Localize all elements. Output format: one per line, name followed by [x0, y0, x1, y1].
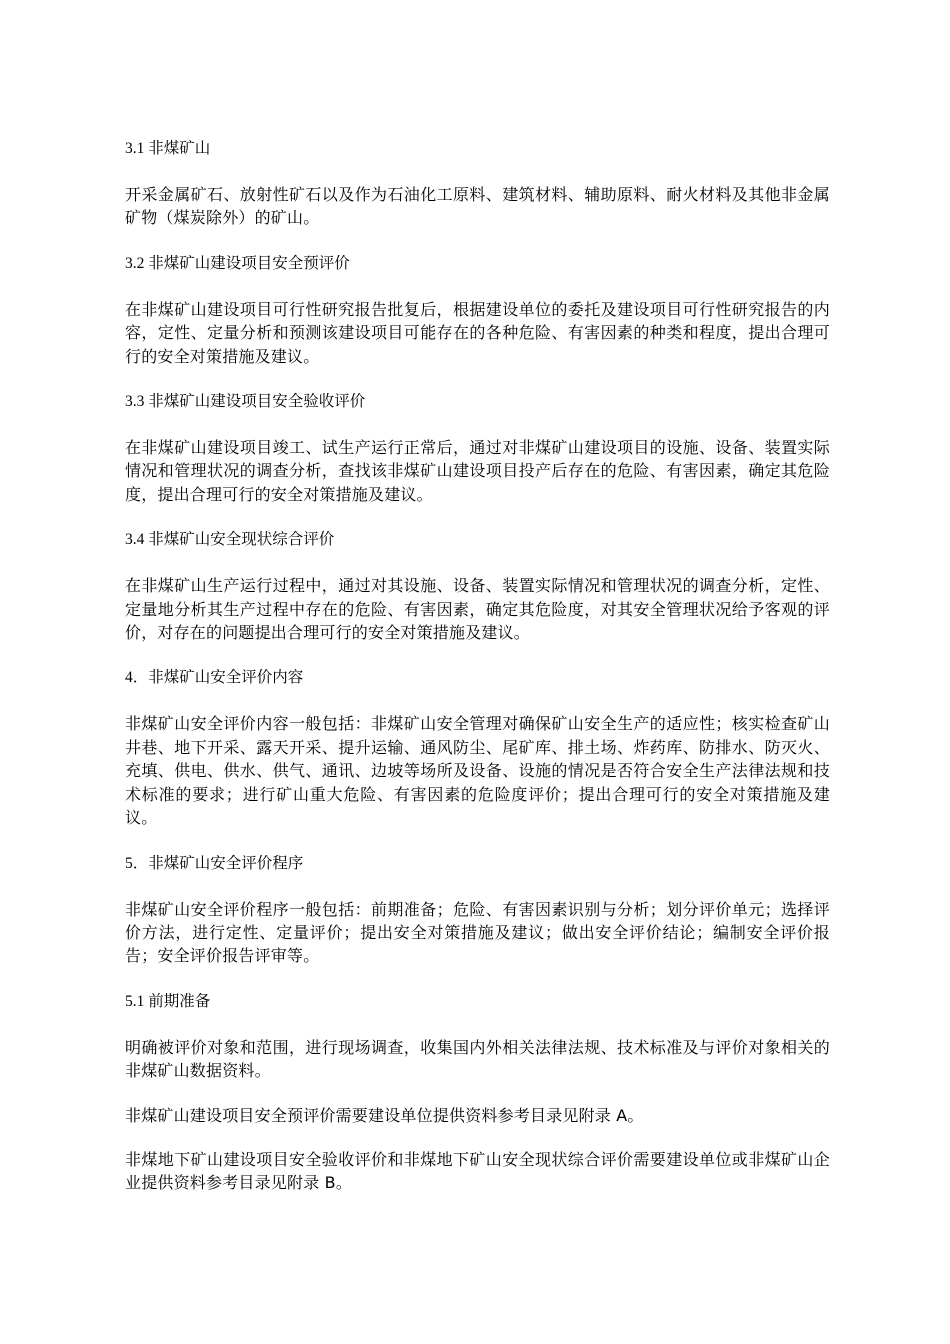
paragraph-3-3: 在非煤矿山建设项目竣工、试生产运行正常后，通过对非煤矿山建设项目的设施、设备、装置实际情况和管理状况的调查分析，查找该非煤矿山建设项目投产后存在的危险、有害因素，确定其危险度，提出合理可行的安全对策措施及建议。: [125, 438, 830, 504]
paragraph-5: 非煤矿山安全评价程序一般包括：前期准备；危险、有害因素识别与分析；划分评价单元；选择评价方法，进行定性、定量评价；提出安全对策措施及建议；做出安全评价结论；编制安全评价报告；安全评价报告评审等。: [125, 899, 830, 966]
paragraph-5-1: 明确被评价对象和范围，进行现场调查，收集国内外相关法律法规、技术标准及与评价对象相关的非煤矿山数据资料。: [125, 1037, 830, 1081]
paragraph-3-1: 开采金属矿石、放射性矿石以及作为石油化工原料、建筑材料、辅助原料、耐火材料及其他非金属矿物（煤炭除外）的矿山。: [125, 185, 830, 228]
paragraph-3-2: 在非煤矿山建设项目可行性研究报告批复后，根据建设单位的委托及建设项目可行性研究报告的内容，定性、定量分析和预测该建设项目可能存在的各种危险、有害因素的种类和程度，提出合理可行的安全对策措施及建议。: [125, 299, 830, 366]
section-heading-3-1: 3.1 非煤矿山: [125, 140, 211, 157]
paragraph-5-1-appendix-a: 非煤矿山建设项目安全预评价需要建设单位提供资料参考目录见附录 A。: [125, 1105, 644, 1125]
section-heading-3-3: 3.3 非煤矿山建设项目安全验收评价: [125, 393, 366, 411]
section-heading-3-4: 3.4 非煤矿山安全现状综合评价: [125, 531, 335, 549]
section-heading-3-2: 3.2 非煤矿山建设项目安全预评价: [125, 254, 350, 272]
paragraph-4: 非煤矿山安全评价内容一般包括：非煤矿山安全管理对确保矿山安全生产的适应性；核实检查矿山井巷、地下开采、露天开采、提升运输、通风防尘、尾矿库、排土场、炸药库、防排水、防灭火、充填、供电、供水、供气、通讯、边坡等场所及设备、设施的情况是否符合安全生产法律法规和技术标准的要求；进行矿山重大危险、有害因素的危险度评价；提出合理可行的安全对策措施及建议。: [125, 714, 830, 828]
document-page: [125, 136, 830, 1216]
paragraph-3-4: 在非煤矿山生产运行过程中，通过对其设施、设备、装置实际情况和管理状况的调查分析，定性、定量地分析其生产过程中存在的危险、有害因素，确定其危险度，对其安全管理状况给予客观的评价，对存在的问题提出合理可行的安全对策措施及建议。: [125, 576, 830, 643]
section-heading-5: 5．非煤矿山安全评价程序: [125, 854, 304, 872]
section-heading-5-1: 5.1 前期准备: [125, 992, 211, 1010]
section-heading-4: 4．非煤矿山安全评价内容: [125, 669, 304, 687]
paragraph-5-1-appendix-b: 非煤地下矿山建设项目安全验收评价和非煤地下矿山安全现状综合评价需要建设单位或非煤矿山企业提供资料参考目录见附录 B。: [125, 1149, 830, 1193]
